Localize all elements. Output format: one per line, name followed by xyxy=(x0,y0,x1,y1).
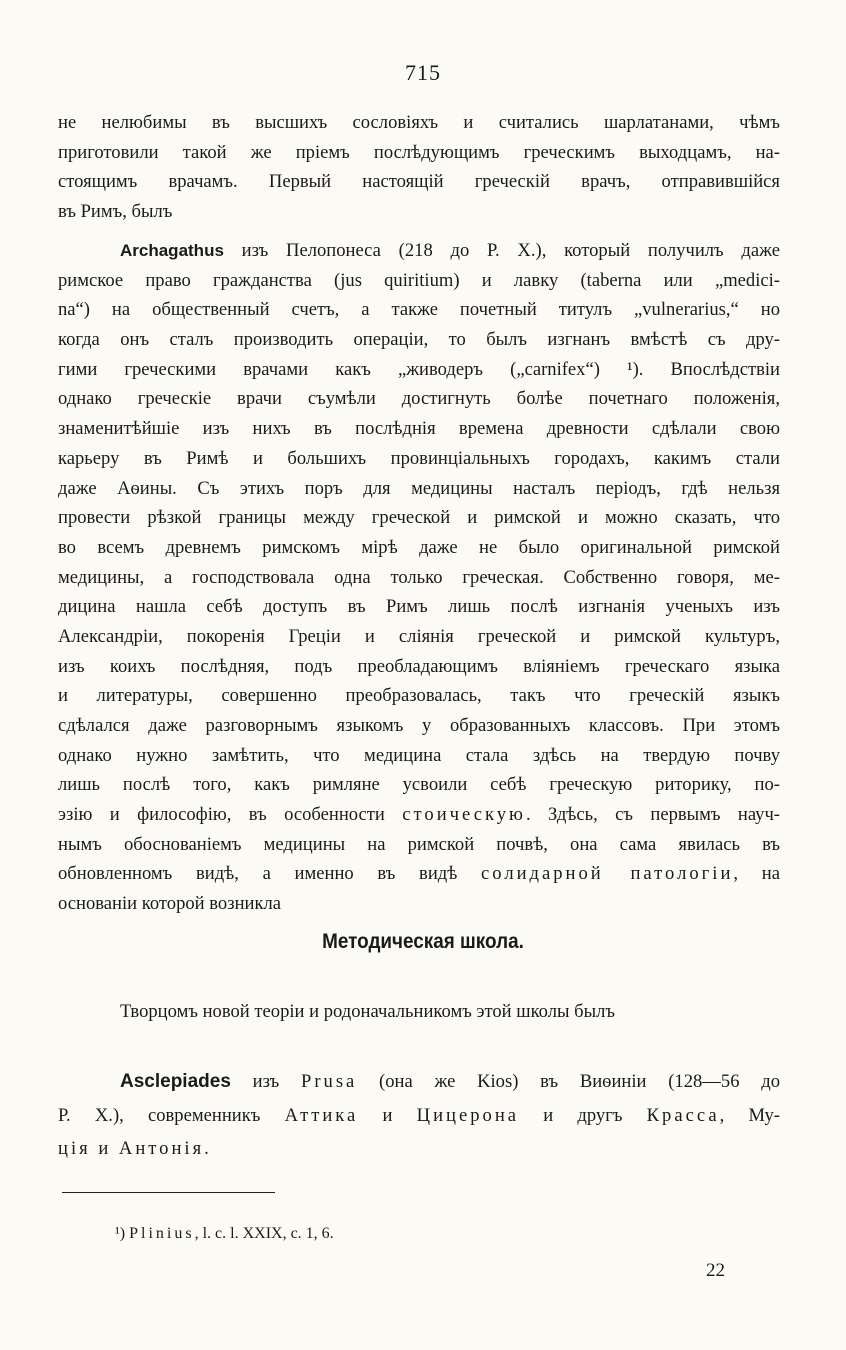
text-span: (она же Kios) въ Виѳиніи (128—56 до xyxy=(357,1071,780,1092)
text-line: знаменитѣйшіе изъ нихъ въ послѣднія времена древности сдѣлали свою xyxy=(58,418,780,440)
paragraph-3 xyxy=(58,997,780,1027)
paragraph-2 xyxy=(58,236,780,919)
text-line: и литературы, совершенно преобразовалась, такъ что греческій языкъ xyxy=(58,685,780,707)
text-line: сдѣлался даже разговорнымъ языкомъ у образованныхъ классовъ. При этомъ xyxy=(58,715,780,736)
physician-name: Asclepiades xyxy=(120,1071,231,1092)
text-span: эзію и философію, въ особенности xyxy=(58,804,403,826)
text-line: стоящимъ врачамъ. Первый настоящій греческій врачъ, отправившійся xyxy=(58,171,780,193)
text-span: и xyxy=(358,1104,417,1126)
text-line: карьеру въ Римѣ и большихъ провинціальныхъ городахъ, какимъ стали xyxy=(58,447,780,469)
text-line: дицина нашла себѣ доступъ въ Римъ лишь послѣ изгнанія ученыхъ изъ xyxy=(58,596,780,618)
text-line: изъ коихъ послѣдняя, подъ преобладающимъ вліяніемъ греческаго языка xyxy=(58,655,780,677)
text-line: однако нужно замѣтить, что медицина стала здѣсь на твердую почву xyxy=(58,744,780,766)
signature-mark: 22 xyxy=(706,1260,725,1281)
emphasis-stoic: стоическую xyxy=(402,804,526,826)
paragraph-4 xyxy=(58,1067,780,1164)
text-line: не нелюбимы въ высшихъ сословіяхъ и считались шарлатанами, чѣмъ xyxy=(58,112,780,133)
person-name: Красса xyxy=(646,1104,720,1126)
text-span: . Здѣсь, съ первымъ науч- xyxy=(525,804,780,826)
physician-name: Archagathus xyxy=(120,241,224,260)
paragraph-1 xyxy=(58,108,780,227)
footnote-rule xyxy=(62,1192,275,1193)
page-number: 715 xyxy=(405,60,441,85)
text-line: во всемъ древнемъ римскомъ мірѣ даже не было оригинальной римской xyxy=(58,536,780,558)
text-line: na“) на общественный счетъ, а также почетный титулъ „vulnerarius,“ но xyxy=(58,299,780,321)
footnote-marker: ¹) xyxy=(115,1225,126,1242)
text-line: основаніи которой возникла xyxy=(58,893,282,915)
text-span: обновленномъ видѣ, а именно въ видѣ xyxy=(58,863,482,885)
text-line: приготовили такой же пріемъ послѣдующимъ греческимъ выходцамъ, на- xyxy=(58,141,780,163)
place-name: Prusa xyxy=(300,1071,358,1092)
text-line: однако греческіе врачи съумѣли достигнуть болѣе почетнаго положенія, xyxy=(58,388,780,410)
text-line: ція и Антонія. xyxy=(58,1138,212,1160)
text-span: , на xyxy=(733,863,780,885)
text-line: римское право гражданства (jus quiritium) и лавку (taberna или „medici- xyxy=(58,269,780,291)
person-name: Цицерона xyxy=(416,1104,520,1126)
footnote-text: , l. c. l. XXIX, c. 1, 6. xyxy=(194,1225,334,1242)
emphasis-pathology: солидарной патологіи xyxy=(481,863,734,885)
text-line: когда онъ сталъ производить операціи, то былъ изгнанъ вмѣстѣ съ дру- xyxy=(58,329,780,351)
text-line: даже Аѳины. Съ этихъ поръ для медицины насталъ періодъ, гдѣ нельзя xyxy=(58,477,780,499)
text-line xyxy=(58,800,780,830)
section-heading: Методическая школа. xyxy=(322,930,524,953)
text-line xyxy=(58,1067,780,1097)
text-span: изъ Пелопонеса (218 до Р. Х.), который получилъ даже xyxy=(223,240,780,261)
text-line: гими греческими врачами какъ „живодеръ („carnifex“) ¹). Впослѣдствіи xyxy=(58,358,780,380)
text-line xyxy=(58,1101,780,1131)
text-line: Александріи, покоренія Греціи и сліянія греческой и римской культуръ, xyxy=(58,625,780,647)
text-line xyxy=(58,236,780,266)
person-name: Аттика xyxy=(284,1104,359,1126)
text-line: медицины, а господствовала одна только греческая. Собственно говоря, ме- xyxy=(58,566,780,588)
text-line: Творцомъ новой теоріи и родоначальникомъ этой школы былъ xyxy=(120,1001,615,1022)
text-span: , Му- xyxy=(719,1104,780,1126)
text-line: провести рѣзкой границы между греческой и римской и можно сказать, что xyxy=(58,507,780,529)
footnote-author: Plinius xyxy=(129,1225,195,1242)
text-line: лишь послѣ того, какъ римляне усвоили себѣ греческую риторику, по- xyxy=(58,774,780,796)
text-span: и другъ xyxy=(519,1104,647,1126)
text-line xyxy=(58,859,780,889)
text-line: нымъ обоснованіемъ медицины на римской почвѣ, она сама явилась въ xyxy=(58,833,780,855)
footnote xyxy=(115,1225,334,1243)
text-span: Р. Х.), современникъ xyxy=(58,1104,285,1126)
text-span: изъ xyxy=(230,1071,301,1092)
text-line: въ Римъ, былъ xyxy=(58,201,173,223)
